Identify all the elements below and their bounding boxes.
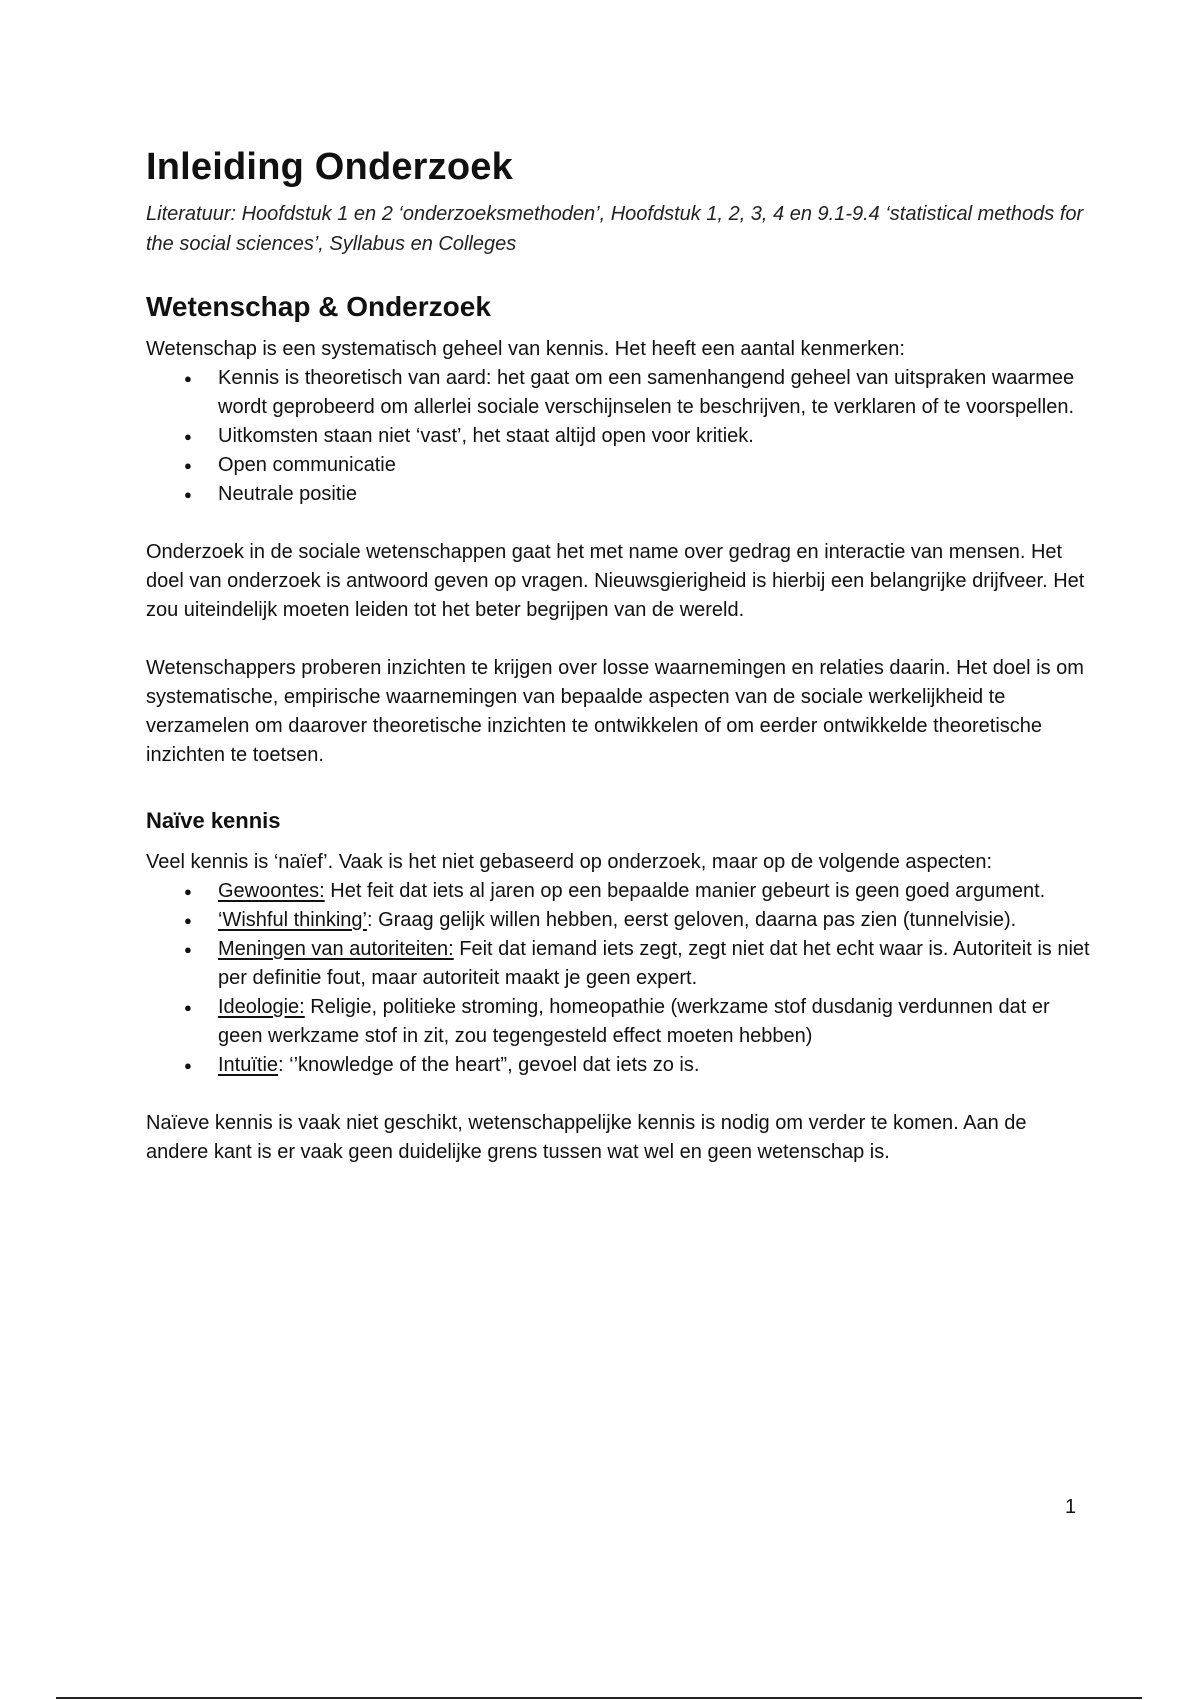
term-ideologie: Ideologie:	[218, 996, 305, 1018]
term-wishful-thinking: ‘Wishful thinking’	[218, 909, 367, 931]
list-item: ● Open communicatie	[218, 451, 1091, 480]
section-heading-naive-kennis: Naïve kennis	[146, 808, 281, 833]
document-title: Inleiding Onderzoek	[146, 146, 513, 188]
paragraph-conclusion: Naïeve kennis is vaak niet geschikt, wetenschappelijke kennis is nodig om verder te komen. Aan de andere kant is er vaak geen duidelijke grens tussen wat wel en geen wetenschap is.	[146, 1112, 1027, 1163]
list-item	[218, 993, 1091, 1051]
list-item: ● Neutrale positie	[218, 480, 1091, 509]
list-item	[218, 935, 1091, 993]
paragraph-wetenschappers: Wetenschappers proberen inzichten te krijgen over losse waarnemingen en relaties daarin. Het doel is om systematische, empirische waarnemingen van bepaalde aspecten van de sociale werkelijkheid te verzamelen om daarover theoretische inzichten te ontwikkelen of om eerder ontwikkelde theoretische inzichten te toetsen.	[146, 657, 1084, 766]
list-item: ● Kennis is theoretisch van aard: het gaat om een samenhangend geheel van uitspraken waarmee wordt geprobeerd om allerlei sociale verschijnselen te beschrijven, te verklaren of te voorspellen.	[218, 364, 1091, 422]
term-description: Religie, politieke stroming, homeopathie (werkzame stof dusdanig verdunnen dat er geen werkzame stof in zit, zou tegengesteld effect moeten hebben)	[218, 996, 1050, 1047]
term-description: Feit dat iemand iets zegt, zegt niet dat het echt waar is. Autoriteit is niet per definitie fout, maar autoriteit maakt je geen expert.	[218, 938, 1090, 989]
term-meningen-autoriteiten: Meningen van autoriteiten:	[218, 938, 454, 960]
page-number: 1	[1065, 1496, 1077, 1518]
document-page	[146, 144, 1091, 1167]
section-intro: Wetenschap is een systematisch geheel van kennis. Het heeft een aantal kenmerken:	[146, 338, 905, 360]
literature-note: Literatuur: Hoofdstuk 1 en 2 ‘onderzoeksmethoden’, Hoofdstuk 1, 2, 3, 4 en 9.1-9.4 ‘statistical methods for the social sciences’, Syllabus en Colleges	[146, 203, 1084, 255]
list-item	[218, 906, 1091, 935]
characteristics-list	[146, 364, 1091, 509]
section-intro: Veel kennis is ‘naïef’. Vaak is het niet gebaseerd op onderzoek, maar op de volgende aspecten:	[146, 851, 993, 873]
bottom-divider	[56, 1697, 1142, 1699]
term-description: : Graag gelijk willen hebben, eerst geloven, daarna pas zien (tunnelvisie).	[366, 909, 1017, 931]
paragraph-onderzoek: Onderzoek in de sociale wetenschappen gaat het met name over gedrag en interactie van mensen. Het doel van onderzoek is antwoord geven op vragen. Nieuwsgierigheid is hierbij een belangrijke drijfveer. Het zou uiteindelijk moeten leiden tot het beter begrijpen van de wereld.	[146, 541, 1085, 621]
list-item	[218, 877, 1091, 906]
section-heading-wetenschap: Wetenschap & Onderzoek	[146, 291, 491, 322]
term-description: : ‘’knowledge of the heart”, gevoel dat iets zo is.	[278, 1054, 700, 1076]
term-description: Het feit dat iets al jaren op een bepaalde manier gebeurt is geen goed argument.	[324, 880, 1046, 902]
term-intuitie: Intuïtie	[218, 1054, 279, 1076]
list-item: ● Uitkomsten staan niet ‘vast’, het staat altijd open voor kritiek.	[218, 422, 1091, 451]
term-gewoontes: Gewoontes:	[218, 880, 325, 902]
list-item	[218, 1051, 1091, 1080]
naive-knowledge-list	[146, 877, 1091, 1080]
